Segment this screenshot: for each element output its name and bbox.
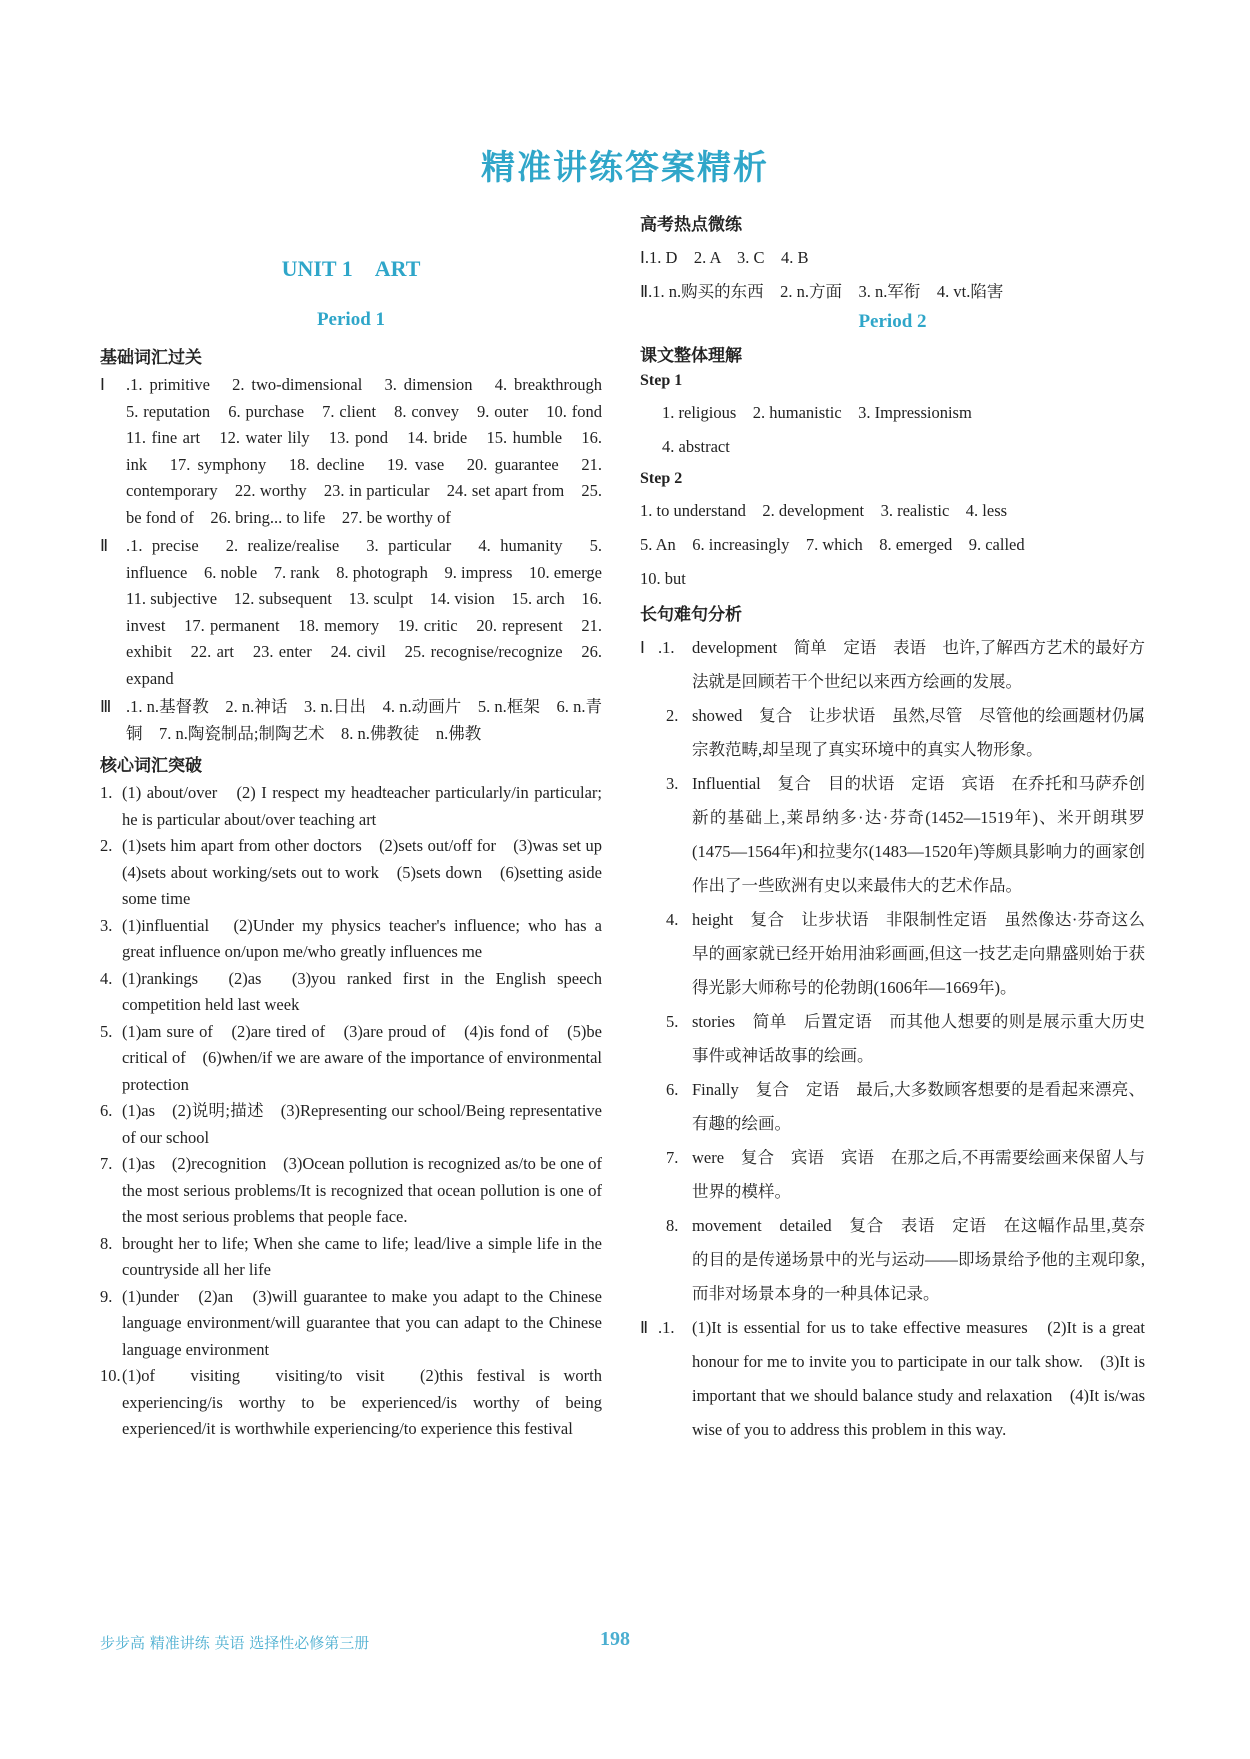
exam-answers-2: Ⅱ.1. n.购买的东西 2. n.方面 3. n.军衔 4. vt.陷害 [640,282,1004,301]
right-column [640,206,1145,1447]
core-vocab-item [100,1363,602,1443]
step-1-answers-a: 1. religious 2. humanistic 3. Impressionism [662,403,972,422]
core-vocab-item [100,780,602,833]
footer-book-title: 步步高 精准讲练 英语 选择性必修第三册 [100,1634,370,1652]
period-2-heading: Period 2 [858,311,927,332]
roman-numeral: Ⅱ [640,1318,649,1337]
answer-text: showed 复合 让步状语 虽然,尽管 尽管他的绘画题材仍属宗教范畴,却呈现了真实环境中的真实人物形象。 [692,706,1145,759]
answer-text: were 复合 宾语 宾语 在那之后,不再需要绘画来保留人与世界的模样。 [692,1148,1145,1201]
answer-text: (1)rankings (2)as (3)you ranked first in the English speech competition held last week [122,968,602,1014]
answer-block-3 [100,694,602,747]
section-long-sentences: 长句难句分析 [640,605,742,625]
item-number: 5. [100,1021,113,1041]
long-sentence-part-2 [640,1311,1145,1447]
section-text-comprehension: 课文整体理解 [640,346,742,366]
answer-block-2 [100,533,619,692]
long-sentence-list [640,631,1145,1311]
core-vocab-item [100,913,602,966]
item-number: 9. [100,1286,113,1306]
period-1-heading: Period 1 [316,309,386,330]
item-number: 8. [666,1216,679,1235]
roman-numeral: Ⅰ [640,638,645,657]
item-number: .1. [658,638,675,657]
item-number: 6. [100,1101,113,1120]
answer-text: (1)influential (2)Under my physics teacher's influence; who has a great influence on/upon me/who greatly influences me [122,915,602,961]
long-sentence-item [640,1005,1145,1073]
item-number: 4. [666,910,679,929]
section-exam-practice: 高考热点微练 [640,215,742,235]
step-2-answers-c: 10. but [640,569,686,588]
item-number: 10. [100,1366,121,1385]
answer-text: (1)under (2)an (3)will guarantee to make you adapt to the Chinese language environment/will guarantee that you can adapt to the Chinese language environment [122,1286,602,1359]
core-vocab-item [100,1151,602,1231]
step-2-label: Step 2 [640,470,683,487]
step-2-answers-a: 1. to understand 2. development 3. realistic 4. less [640,501,1008,520]
roman-numeral: Ⅱ [100,536,109,555]
item-number: 3. [100,915,113,935]
exam-answers-1: Ⅰ.1. D 2. A 3. C 4. B [640,248,809,267]
answer-text: .1. n.基督教 2. n.神话 3. n.日出 4. n.动画片 5. n.框架 6. n.青铜 7. n.陶瓷制品;制陶艺术 8. n.佛教徒 n.佛教 [126,697,602,743]
answer-text: stories 简单 后置定语 而其他人想要的则是展示重大历史事件或神话故事的绘画。 [692,1012,1145,1065]
core-vocab-list [100,780,619,1443]
long-sentence-item [640,1073,1145,1141]
answer-text: (1)am sure of (2)are tired of (3)are proud of (4)is fond of (5)be critical of (6)when/if we are aware of the importance of environmental protection [122,1021,602,1094]
answer-text: movement detailed 复合 表语 定语 在这幅作品里,莫奈的目的是传递场景中的光与运动——即场景给予他的主观印象,而非对场景本身的一种具体记录。 [692,1216,1145,1303]
section-core-vocab: 核心词汇突破 [100,756,202,776]
left-column [100,230,619,1443]
page-number: 198 [600,1628,630,1650]
roman-numeral: Ⅲ [100,697,112,716]
section-basic-vocab: 基础词汇过关 [100,348,202,368]
answer-block-1 [100,372,619,531]
long-sentence-item [640,631,1145,699]
answer-text: (1)sets him apart from other doctors (2)sets out/off for (3)was set up (4)sets about working/sets out to work (5)sets down (6)setting aside some time [122,836,619,908]
answer-text: (1)of visiting visiting/to visit (2)this festival is worth experiencing/is worthy to be experienced/is worthy of being experienced/it is worthwhile experiencing/to experience this festival [122,1366,602,1438]
long-sentence-item [640,1141,1145,1209]
item-number: 2. [666,706,679,725]
answer-text: development 简单 定语 表语 也许,了解西方艺术的最好方法就是回顾若干个世纪以来西方绘画的发展。 [692,638,1145,691]
core-vocab-item [100,833,619,913]
item-number: 5. [666,1012,679,1031]
long-sentence-item [640,767,1145,903]
item-number: 2. [100,836,113,855]
item-number: 8. [100,1233,113,1253]
answer-text: .1. precise 2. realize/realise 3. particular 4. humanity 5. influence 6. noble 7. rank 8. photograph 9. impress 10. emerge 11. subjective 12. subsequent 13. sculpt 14. vision 15. arch 16. invest 17. permanent 18. memory 19. critic 20. represent 21. exhibit 22. art 23. enter 24. civil 25. recognise/recognize 26. expand [126,536,619,688]
item-number: 7. [666,1148,679,1167]
core-vocab-item [100,1284,602,1364]
answer-text: Influential 复合 目的状语 定语 宾语 在乔托和马萨乔创新的基础上,莱昂纳多·达·芬奇(1452—1519年)、米开朗琪罗(1475—1564年)和拉斐尔(1483—1520年)等颇具影响力的画家创作出了一些欧洲有史以来最伟大的艺术作品。 [692,774,1145,895]
answer-text: (1) about/over (2) I respect my headteacher particularly/in particular; he is particular about/over teaching art [122,783,602,829]
answer-text: brought her to life; When she came to life; lead/live a simple life in the countryside all her life [122,1233,602,1279]
answer-text: (1)It is essential for us to take effective measures (2)It is a great honour for me to invite you to participate in our talk show. (3)It is important that we should balance study and relaxation (4)It is/was wise of you to address this problem in this way. [692,1318,1145,1439]
item-number: 7. [100,1154,113,1173]
roman-numeral: Ⅰ [100,375,105,394]
item-number: 6. [666,1080,679,1099]
page-title: 精准讲练答案精析 [481,148,769,188]
answer-text: (1)as (2)recognition (3)Ocean pollution is recognized as/to be one of the most serious problems/It is recognized that ocean pollution is one of the most serious problems that people face. [122,1154,602,1226]
core-vocab-item [100,1098,602,1151]
long-sentence-item [640,903,1145,1005]
answer-text: Finally 复合 定语 最后,大多数顾客想要的是看起来漂亮、有趣的绘画。 [692,1080,1145,1133]
core-vocab-item [100,1231,602,1284]
step-2-answers-b: 5. An 6. increasingly 7. which 8. emerged 9. called [640,535,1025,554]
unit-heading: UNIT 1 ART [281,256,421,281]
step-1-label: Step 1 [640,372,683,389]
core-vocab-item [100,1019,602,1099]
answer-text: (1)as (2)说明;描述 (3)Representing our school/Being representative of our school [122,1101,602,1147]
answer-text: height 复合 让步状语 非限制性定语 虽然像达·芬奇这么早的画家就已经开始用油彩画画,但这一技艺走向鼎盛则始于获得光影大师称号的伦勃朗(1606年—1669年)。 [692,910,1145,997]
long-sentence-item [640,1209,1145,1311]
step-1-answers-b: 4. abstract [662,437,730,456]
item-number: 3. [666,774,679,793]
item-number: 4. [100,968,113,988]
answer-text: .1. primitive 2. two-dimensional 3. dimension 4. breakthrough 5. reputation 6. purchase 7. client 8. convey 9. outer 10. fond 11. fine art 12. water lily 13. pond 14. bride 15. humble 16. ink 17. symphony 18. decline 19. vase 20. guarantee 21. contemporary 22. worthy 23. in particular 24. set apart from 25. be fond of 26. bring... to life 27. be worthy of [126,375,619,527]
long-sentence-item [640,699,1145,767]
item-number: .1. [658,1318,675,1337]
core-vocab-item [100,966,602,1019]
item-number: 1. [100,783,113,802]
